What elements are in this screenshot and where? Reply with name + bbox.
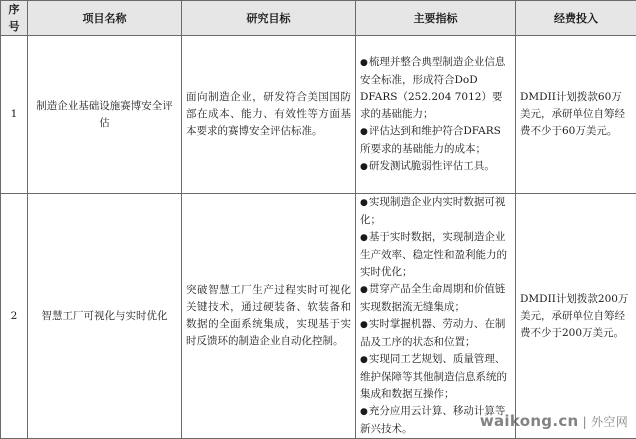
indicator-item: ● 实现同工艺规划、质量管理、维护保障等其他制造信息系统的集成和数据互操作； (360, 351, 511, 403)
indicator-item: ● 梳理并整合典型制造企业信息安全标准，形成符合DoD DFARS（252.204 7012）要求的基础能力； (360, 54, 511, 123)
header-goal: 研究目标 (182, 1, 356, 36)
project-name: 制造企业基础设施赛博安全评估 (28, 36, 182, 194)
indicator-item: ● 充分应用云计算、移动计算等新兴技术。 (360, 403, 511, 438)
funding: DMDII计划拨款60万美元，承研单位自筹经费不少于60万美元。 (516, 36, 636, 194)
table-row (1, 194, 636, 439)
watermark (480, 412, 628, 430)
project-name: 智慧工厂可视化与实时优化 (28, 194, 182, 439)
watermark-separator: | (579, 415, 592, 429)
main-indicators (356, 194, 516, 439)
row-number: 2 (1, 194, 28, 439)
indicator-item: ● 实时掌握机器、劳动力、在制品及工序的状态和位置； (360, 316, 511, 351)
main-indicators (356, 36, 516, 194)
indicator-item: ● 基于实时数据，实现制造企业生产效率、稳定性和盈利能力的实时优化； (360, 229, 511, 281)
header-funding: 经费投入 (516, 1, 636, 36)
research-goal: 面向制造企业，研发符合美国国防部在成本、能力、有效性等方面基本要求的赛博安全评估标准。 (182, 36, 356, 194)
indicator-item: ● 贯穿产品全生命周期和价值链实现数据流无缝集成； (360, 281, 511, 316)
watermark-site: waikong.cn (480, 412, 579, 430)
table-row (1, 36, 636, 194)
header-no: 序号 (1, 1, 28, 36)
funding: DMDII计划拨款200万美元，承研单位自筹经费不少于200万美元。 (516, 194, 636, 439)
research-goal: 突破智慧工厂生产过程实时可视化关键技术，通过硬装备、软装备和数据的全面系统集成，实现基于实时反馈环的制造企业自动化控制。 (182, 194, 356, 439)
watermark-name: 外空网 (591, 415, 628, 429)
header-indicators: 主要指标 (356, 1, 516, 36)
header-row (1, 1, 636, 36)
header-name: 项目名称 (28, 1, 182, 36)
row-number: 1 (1, 36, 28, 194)
indicator-item: ● 评估达到和维护符合DFARS所要求的基础能力的成本； (360, 123, 511, 158)
indicator-item: ● 实现制造企业内实时数据可视化； (360, 194, 511, 229)
indicator-item: ● 研发测试脆弱性评估工具。 (360, 158, 511, 176)
